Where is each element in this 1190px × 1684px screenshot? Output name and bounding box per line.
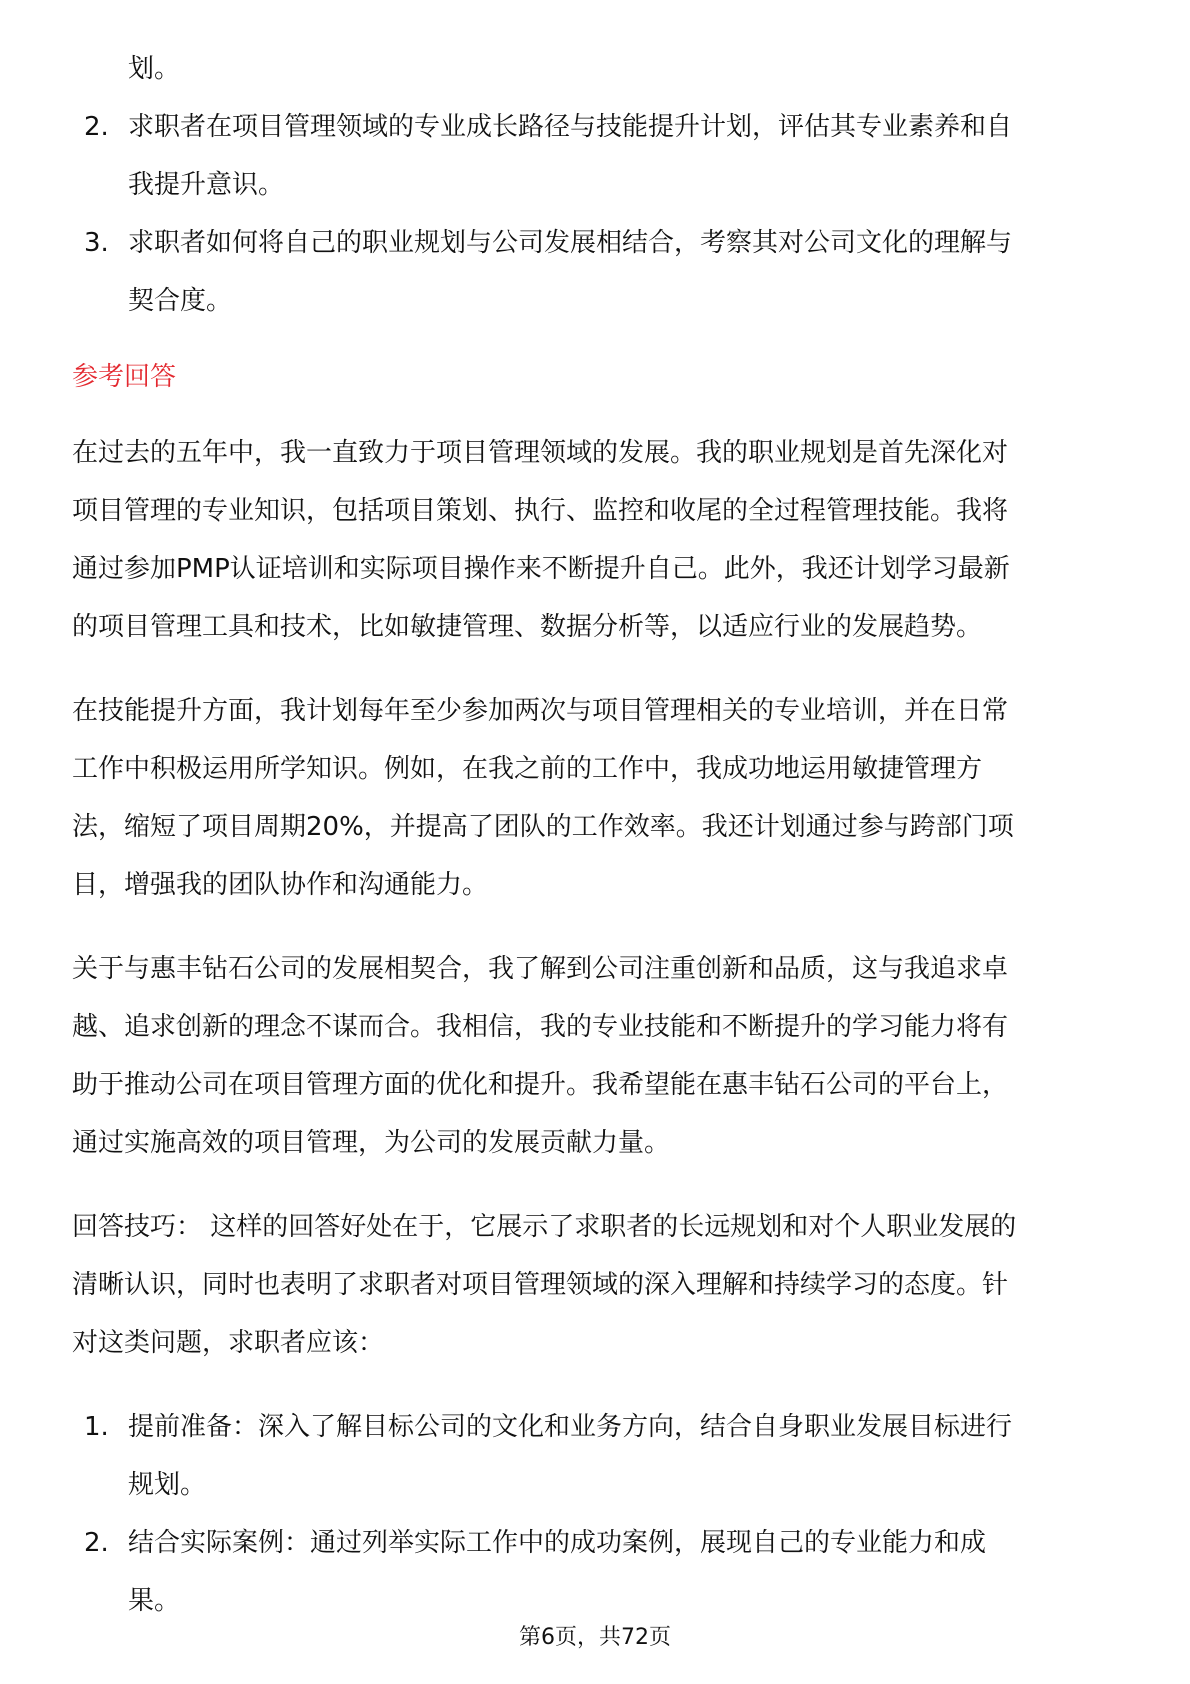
list-item-line: 求职者如何将自己的职业规划与公司发展相结合，考察其对公司文化的理解与 <box>128 228 1013 258</box>
list-item-line: 规划。 <box>128 1470 207 1500</box>
list-item-line: 划。 <box>128 54 181 84</box>
list-item <box>72 98 1117 214</box>
paragraph <box>72 424 1117 656</box>
page-number-footer: 第6页，共72页 <box>519 1625 671 1650</box>
paragraph <box>72 682 1117 914</box>
list-item-line: 我提升意识。 <box>128 170 285 200</box>
paragraph-line: 对这类问题，求职者应该： <box>72 1328 385 1358</box>
section-title: 参考回答 <box>72 362 177 392</box>
document-page <box>72 40 1117 1630</box>
paragraph-line: 法，缩短了项目周期20%，并提高了团队的工作效率。我还计划通过参与跨部门项 <box>72 812 1014 842</box>
paragraph-line: 通过参加PMP认证培训和实际项目操作来不断提升自己。此外，我还计划学习最新 <box>72 554 1010 584</box>
tips-list <box>72 1398 1117 1630</box>
paragraph-line: 项目管理的专业知识，包括项目策划、执行、监控和收尾的全过程管理技能。我将 <box>72 496 1009 526</box>
list-item <box>72 214 1117 330</box>
paragraph-line: 助于推动公司在项目管理方面的优化和提升。我希望能在惠丰钻石公司的平台上， <box>72 1070 1009 1100</box>
list-item-number: 2. <box>84 112 109 142</box>
paragraph-line: 工作中积极运用所学知识。例如，在我之前的工作中，我成功地运用敏捷管理方 <box>72 754 983 784</box>
paragraph-line: 通过实施高效的项目管理，为公司的发展贡献力量。 <box>72 1128 671 1158</box>
list-item-line: 提前准备：深入了解目标公司的文化和业务方向，结合自身职业发展目标进行 <box>128 1412 1013 1442</box>
paragraph-line: 在过去的五年中，我一直致力于项目管理领域的发展。我的职业规划是首先深化对 <box>72 438 1009 468</box>
paragraph-line: 目，增强我的团队协作和沟通能力。 <box>72 870 489 900</box>
list-item-number: 1. <box>84 1412 109 1442</box>
list-item-line: 契合度。 <box>128 286 233 316</box>
list-item-number: 2. <box>84 1528 109 1558</box>
list-item <box>72 1398 1117 1514</box>
list-item-continuation <box>72 40 1117 98</box>
paragraph-line: 的项目管理工具和技术，比如敏捷管理、数据分析等，以适应行业的发展趋势。 <box>72 612 983 642</box>
paragraph-line: 回答技巧： 这样的回答好处在于，它展示了求职者的长远规划和对个人职业发展的 <box>72 1212 1017 1242</box>
paragraph-line: 越、追求创新的理念不谋而合。我相信，我的专业技能和不断提升的学习能力将有 <box>72 1012 1009 1042</box>
list-item-line: 果。 <box>128 1586 181 1616</box>
list-item-line: 结合实际案例：通过列举实际工作中的成功案例，展现自己的专业能力和成 <box>128 1528 987 1558</box>
paragraph <box>72 940 1117 1172</box>
paragraph-line: 关于与惠丰钻石公司的发展相契合，我了解到公司注重创新和品质，这与我追求卓 <box>72 954 1009 984</box>
paragraph-line: 在技能提升方面，我计划每年至少参加两次与项目管理相关的专业培训，并在日常 <box>72 696 1009 726</box>
list-item-number: 3. <box>84 228 109 258</box>
list-item <box>72 1514 1117 1630</box>
paragraph-line: 清晰认识，同时也表明了求职者对项目管理领域的深入理解和持续学习的态度。针 <box>72 1270 1009 1300</box>
top-list <box>72 40 1117 330</box>
answer-tips-paragraph <box>72 1198 1117 1372</box>
list-item-line: 求职者在项目管理领域的专业成长路径与技能提升计划，评估其专业素养和自 <box>128 112 1013 142</box>
